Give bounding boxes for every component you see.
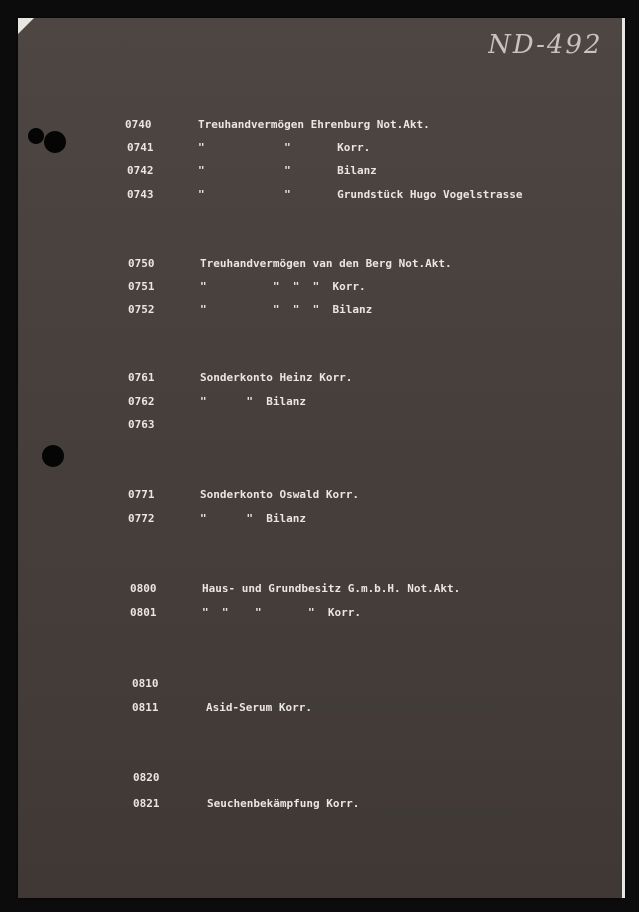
entry-code: 0820: [133, 771, 160, 784]
entry-code: 0742: [127, 164, 154, 177]
entry-code: 0811: [132, 701, 159, 714]
entry-description: " " Korr.: [198, 141, 371, 154]
entry-code: 0771: [128, 488, 155, 501]
entry-description: Treuhandvermögen Ehrenburg Not.Akt.: [198, 118, 430, 131]
entry-description: " " " " Korr.: [200, 280, 366, 293]
entry-description: " " " " Korr.: [202, 606, 361, 619]
entry-code: 0751: [128, 280, 155, 293]
punch-hole-top-left: [28, 128, 44, 144]
entry-description: " " Bilanz: [200, 512, 306, 525]
entry-description: Seuchenbekämpfung Korr.: [207, 797, 360, 810]
entry-code: 0752: [128, 303, 155, 316]
entry-code: 0800: [130, 582, 157, 595]
entry-code: 0740: [125, 118, 152, 131]
entry-code: 0743: [127, 188, 154, 201]
entry-code: 0763: [128, 418, 155, 431]
entry-code: 0741: [127, 141, 154, 154]
entry-description: Asid-Serum Korr.: [206, 701, 312, 714]
entry-description: " " Grundstück Hugo Vogelstrasse: [198, 188, 523, 201]
entry-code: 0772: [128, 512, 155, 525]
entry-code: 0762: [128, 395, 155, 408]
entry-description: " " Bilanz: [200, 395, 306, 408]
entry-code: 0821: [133, 797, 160, 810]
entry-description: Treuhandvermögen van den Berg Not.Akt.: [200, 257, 452, 270]
handwritten-file-number: ND-492: [488, 30, 603, 60]
entry-description: Haus- und Grundbesitz G.m.b.H. Not.Akt.: [202, 582, 461, 595]
entry-description: Sonderkonto Heinz Korr.: [200, 371, 353, 384]
entry-description: " " " " Bilanz: [200, 303, 373, 316]
punch-hole-middle: [42, 445, 64, 467]
punch-hole-top: [44, 131, 66, 153]
entry-description: " " Bilanz: [198, 164, 377, 177]
entry-code: 0801: [130, 606, 157, 619]
entry-description: Sonderkonto Oswald Korr.: [200, 488, 359, 501]
entry-code: 0810: [132, 677, 159, 690]
entry-code: 0750: [128, 257, 155, 270]
entry-code: 0761: [128, 371, 155, 384]
